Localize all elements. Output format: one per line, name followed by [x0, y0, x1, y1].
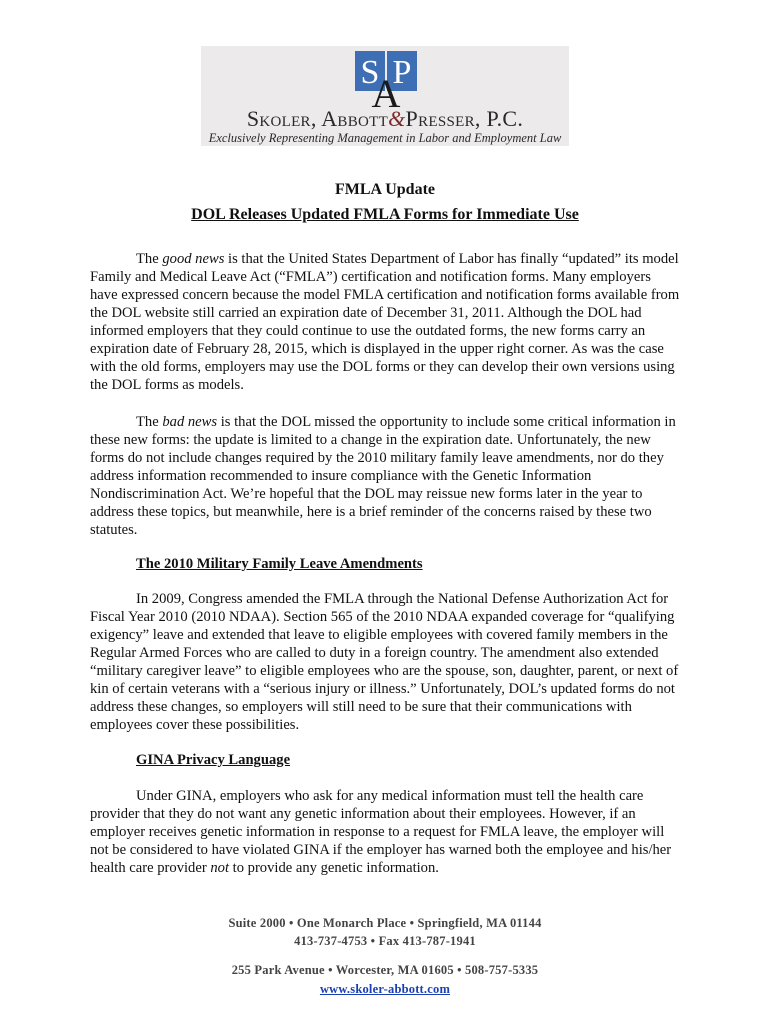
section-heading-gina: GINA Privacy Language — [136, 752, 291, 768]
p3-body: In 2009, Congress amended the FMLA through the National Defense Authorization Act for Fiscal Year 2010 (2010 NDAA). Section 565 of the 2010 NDAA expanded coverage for “qualifying exigency” leave and extended that leave to eligible employees with covered family members in the Regular Armed Forces who are called to duty in a foreign country. The amendment also extended “military caregiver leave” to eligible employees who are the spouse, son, daughter, parent, or next of kin of certain veterans with a “serious injury or illness.” Unfortunately, DOL’s updated forms do not address these changes, so employers will still need to be sure that their communications with employees cover these possibilities. — [90, 591, 679, 733]
document-subtitle: DOL Releases Updated FMLA Forms for Immediate Use — [191, 206, 579, 223]
paragraph-good-news — [90, 250, 682, 394]
letterhead — [201, 46, 569, 146]
footer-address-worcester: 255 Park Avenue • Worcester, MA 01605 • 508-757-5335 — [231, 963, 539, 977]
firm-tagline: Exclusively Representing Management in Labor and Employment Law — [208, 131, 562, 145]
svg-text:S: S — [360, 54, 380, 91]
p1-lead: The — [136, 251, 163, 267]
firm-logo-monogram — [353, 49, 419, 111]
firm-name-ampersand: & — [388, 106, 406, 131]
p2-lead: The — [136, 414, 163, 430]
firm-name — [201, 106, 569, 132]
p1-body: is that the United States Department of Labor has finally “updated” its model Family and Medical Leave Act (“FMLA”) certification and notification forms. Many employers have expressed concern because the model FMLA certification and notification forms available from the DOL website still carried an expiration date of December 31, 2011. Although the DOL had informed employers that they could continue to use the outdated forms, the new forms carry an expiration date of February 28, 2015, which is displayed in the upper right corner. As was the case with the old forms, employers may use the DOL forms or they can develop their own versions using the DOL forms as models. — [90, 251, 680, 393]
p4-lead: Under GINA, employers who ask for any medical information must tell the health care provider that they do not want any genetic information about their employees. However, if an employer receives genetic information in response to a request for FMLA leave, the employer will not be considered to have violated GINA if the employer has warned both the employee and his/her health care provider — [90, 788, 672, 876]
footer-phone-fax: 413-737-4753 • Fax 413-787-1941 — [294, 934, 476, 948]
section-heading-military: The 2010 Military Family Leave Amendments — [136, 556, 423, 572]
p2-emphasis: bad news — [162, 414, 218, 430]
p4-emphasis: not — [210, 860, 229, 876]
paragraph-bad-news — [90, 413, 682, 539]
footer-website-link[interactable]: www.skoler-abbott.com — [319, 982, 451, 996]
p2-body: is that the DOL missed the opportunity to include some critical information in these new forms: the update is limited to a change in the expiration date. Unfortunately, the new forms do not include changes required by the 2010 military family leave amendments, nor do they address information recommended to insure compliance with the Genetic Information Nondiscrimination Act. We’re hopeful that the DOL may reissue new forms later in the year to address these topics, but meanwhile, here is a brief reminder of the concerns raised by these two statutes. — [90, 414, 676, 538]
paragraph-military-leave — [90, 590, 682, 734]
p1-emphasis: good news — [162, 251, 225, 267]
p4-body: to provide any genetic information. — [229, 860, 439, 876]
footer-address-springfield: Suite 2000 • One Monarch Place • Springfield, MA 01144 — [228, 916, 542, 930]
svg-text:P: P — [392, 54, 412, 91]
paragraph-gina — [90, 787, 682, 877]
firm-name-part2: Presser, P.C. — [405, 106, 524, 131]
document-title: FMLA Update — [335, 181, 435, 198]
firm-name-part1: Skoler, Abbott — [246, 106, 389, 131]
svg-text:A: A — [371, 71, 401, 111]
